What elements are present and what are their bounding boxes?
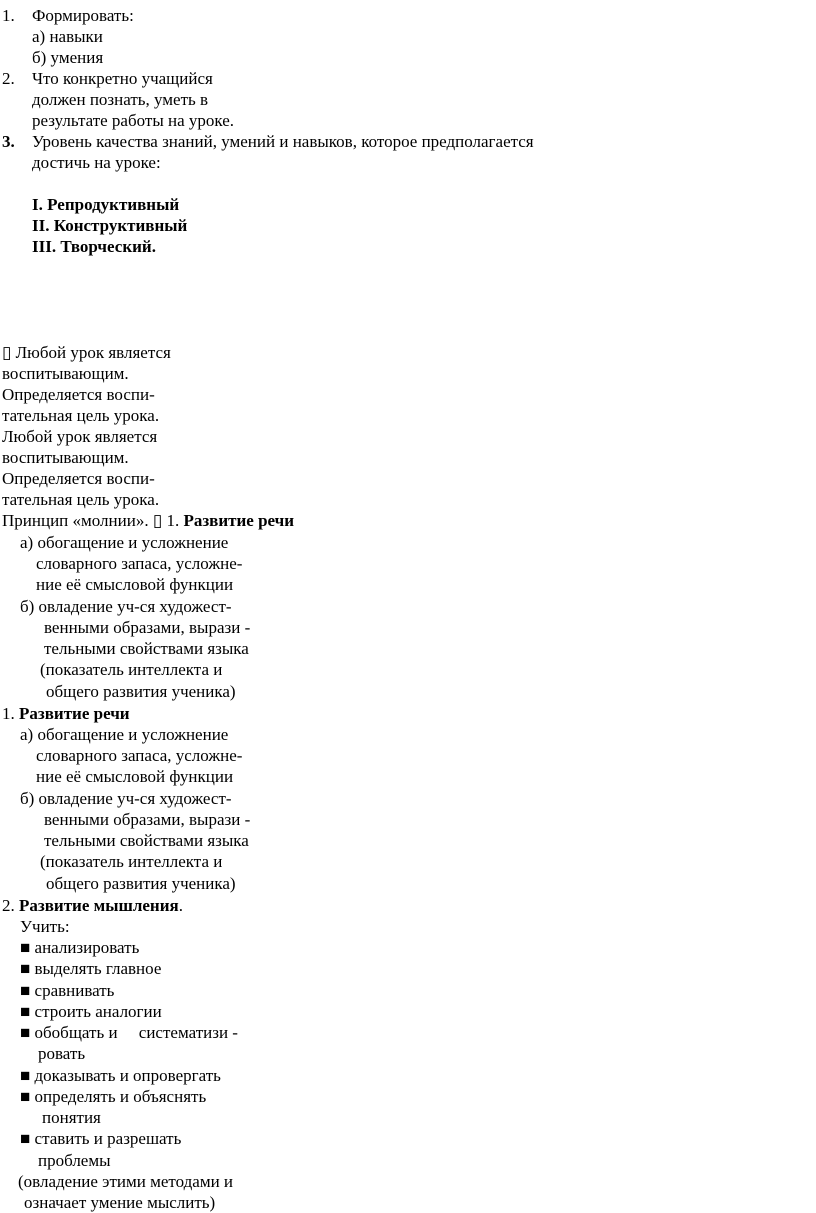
thinking-bullet: ■ определять и объяснять [20, 1087, 207, 1106]
goal-item-1-sub-b: б) умения [32, 48, 104, 67]
speech-line: б) овладение уч-ся художест- [20, 789, 232, 808]
upbringing-line: тательная цель урока. [2, 406, 160, 425]
principle-text: Принцип «молнии». [2, 511, 149, 530]
goal-item-2-marker: 2. [2, 69, 15, 88]
speech-line: а) обогащение и усложнение [20, 725, 229, 744]
thinking-bullet: ■ выделять главное [20, 959, 162, 978]
thinking-bullet: ■ ставить и разрешать [20, 1129, 182, 1148]
goal-item-1-title: Формировать: [32, 6, 134, 25]
speech-line: тельными свойствами языка [44, 831, 249, 850]
thinking-bullet: ■ строить аналогии [20, 1002, 162, 1021]
thinking-bullet: ■ доказывать и опровергать [20, 1066, 221, 1085]
missing-glyph-icon: ▯ [152, 511, 163, 530]
thinking-closing: означает умение мыслить) [24, 1193, 216, 1212]
speech-1-line: б) овладение уч-ся художест- [20, 597, 232, 616]
thinking-bullet: ■ обобщать и систематизи - [20, 1023, 238, 1042]
level-creative: III. Творческий. [32, 237, 156, 256]
goal-item-1 [2, 5, 134, 26]
level-reproductive: I. Репродуктивный [32, 195, 180, 214]
goal-item-2-line: должен познать, уметь в [32, 90, 209, 109]
speech-line: ние её смысловой функции [36, 767, 234, 786]
goal-item-3-line: достичь на уроке: [32, 153, 161, 172]
thinking-closing: (овладение этими методами и [18, 1172, 234, 1191]
speech-line: общего развития ученика) [46, 874, 236, 893]
speech-section-heading: 1. Развитие речи [2, 704, 130, 723]
missing-glyph-icon: ▯ [2, 343, 12, 362]
upbringing-line: Определяется воспи- [2, 385, 155, 404]
goal-item-2-line: Что конкретно учащийся [32, 69, 213, 88]
speech-1-line: тельными свойствами языка [44, 639, 249, 658]
speech-line: словарного запаса, усложне- [36, 746, 243, 765]
thinking-bullet: ■ сравнивать [20, 981, 115, 1000]
speech-1-line: а) обогащение и усложнение [20, 533, 229, 552]
thinking-bullet: проблемы [38, 1151, 111, 1170]
speech-1-line: (показатель интеллекта и [40, 660, 223, 679]
upbringing-line: воспитывающим. [2, 364, 129, 383]
level-constructive: II. Конструктивный [32, 216, 188, 235]
thinking-bullet: ■ анализировать [20, 938, 140, 957]
speech-1-line: словарного запаса, усложне- [36, 554, 243, 573]
principle-heading: Развитие речи [183, 511, 295, 530]
goal-item-1-sub-a: а) навыки [32, 27, 103, 46]
speech-line: венными образами, вырази - [44, 810, 251, 829]
thinking-bullet: ровать [38, 1044, 86, 1063]
speech-line: (показатель интеллекта и [40, 852, 223, 871]
upbringing-line: Любой урок является [2, 427, 158, 446]
upbringing-line: тательная цель урока. [2, 490, 160, 509]
goal-item-3-line: Уровень качества знаний, умений и навыков, которое предполагается [32, 132, 534, 151]
upbringing-line: ▯ Любой урок является [2, 343, 171, 362]
upbringing-line: воспитывающим. [2, 448, 129, 467]
thinking-bullet: понятия [42, 1108, 101, 1127]
goal-item-3-marker: 3. [2, 132, 15, 151]
thinking-section-heading: 2. Развитие мышления. [2, 896, 183, 915]
goal-item-1-marker: 1. [2, 6, 15, 25]
thinking-teach-label: Учить: [20, 917, 70, 936]
principle-line: Принцип «молнии». ▯ 1. Развитие речи [2, 511, 295, 530]
goal-item-2 [2, 68, 213, 89]
speech-1-line: венными образами, вырази - [44, 618, 251, 637]
speech-1-line: общего развития ученика) [46, 682, 236, 701]
upbringing-line: Определяется воспи- [2, 469, 155, 488]
speech-1-line: ние её смысловой функции [36, 575, 234, 594]
goal-item-2-line: результате работы на уроке. [32, 111, 235, 130]
goal-item-3 [2, 131, 534, 152]
